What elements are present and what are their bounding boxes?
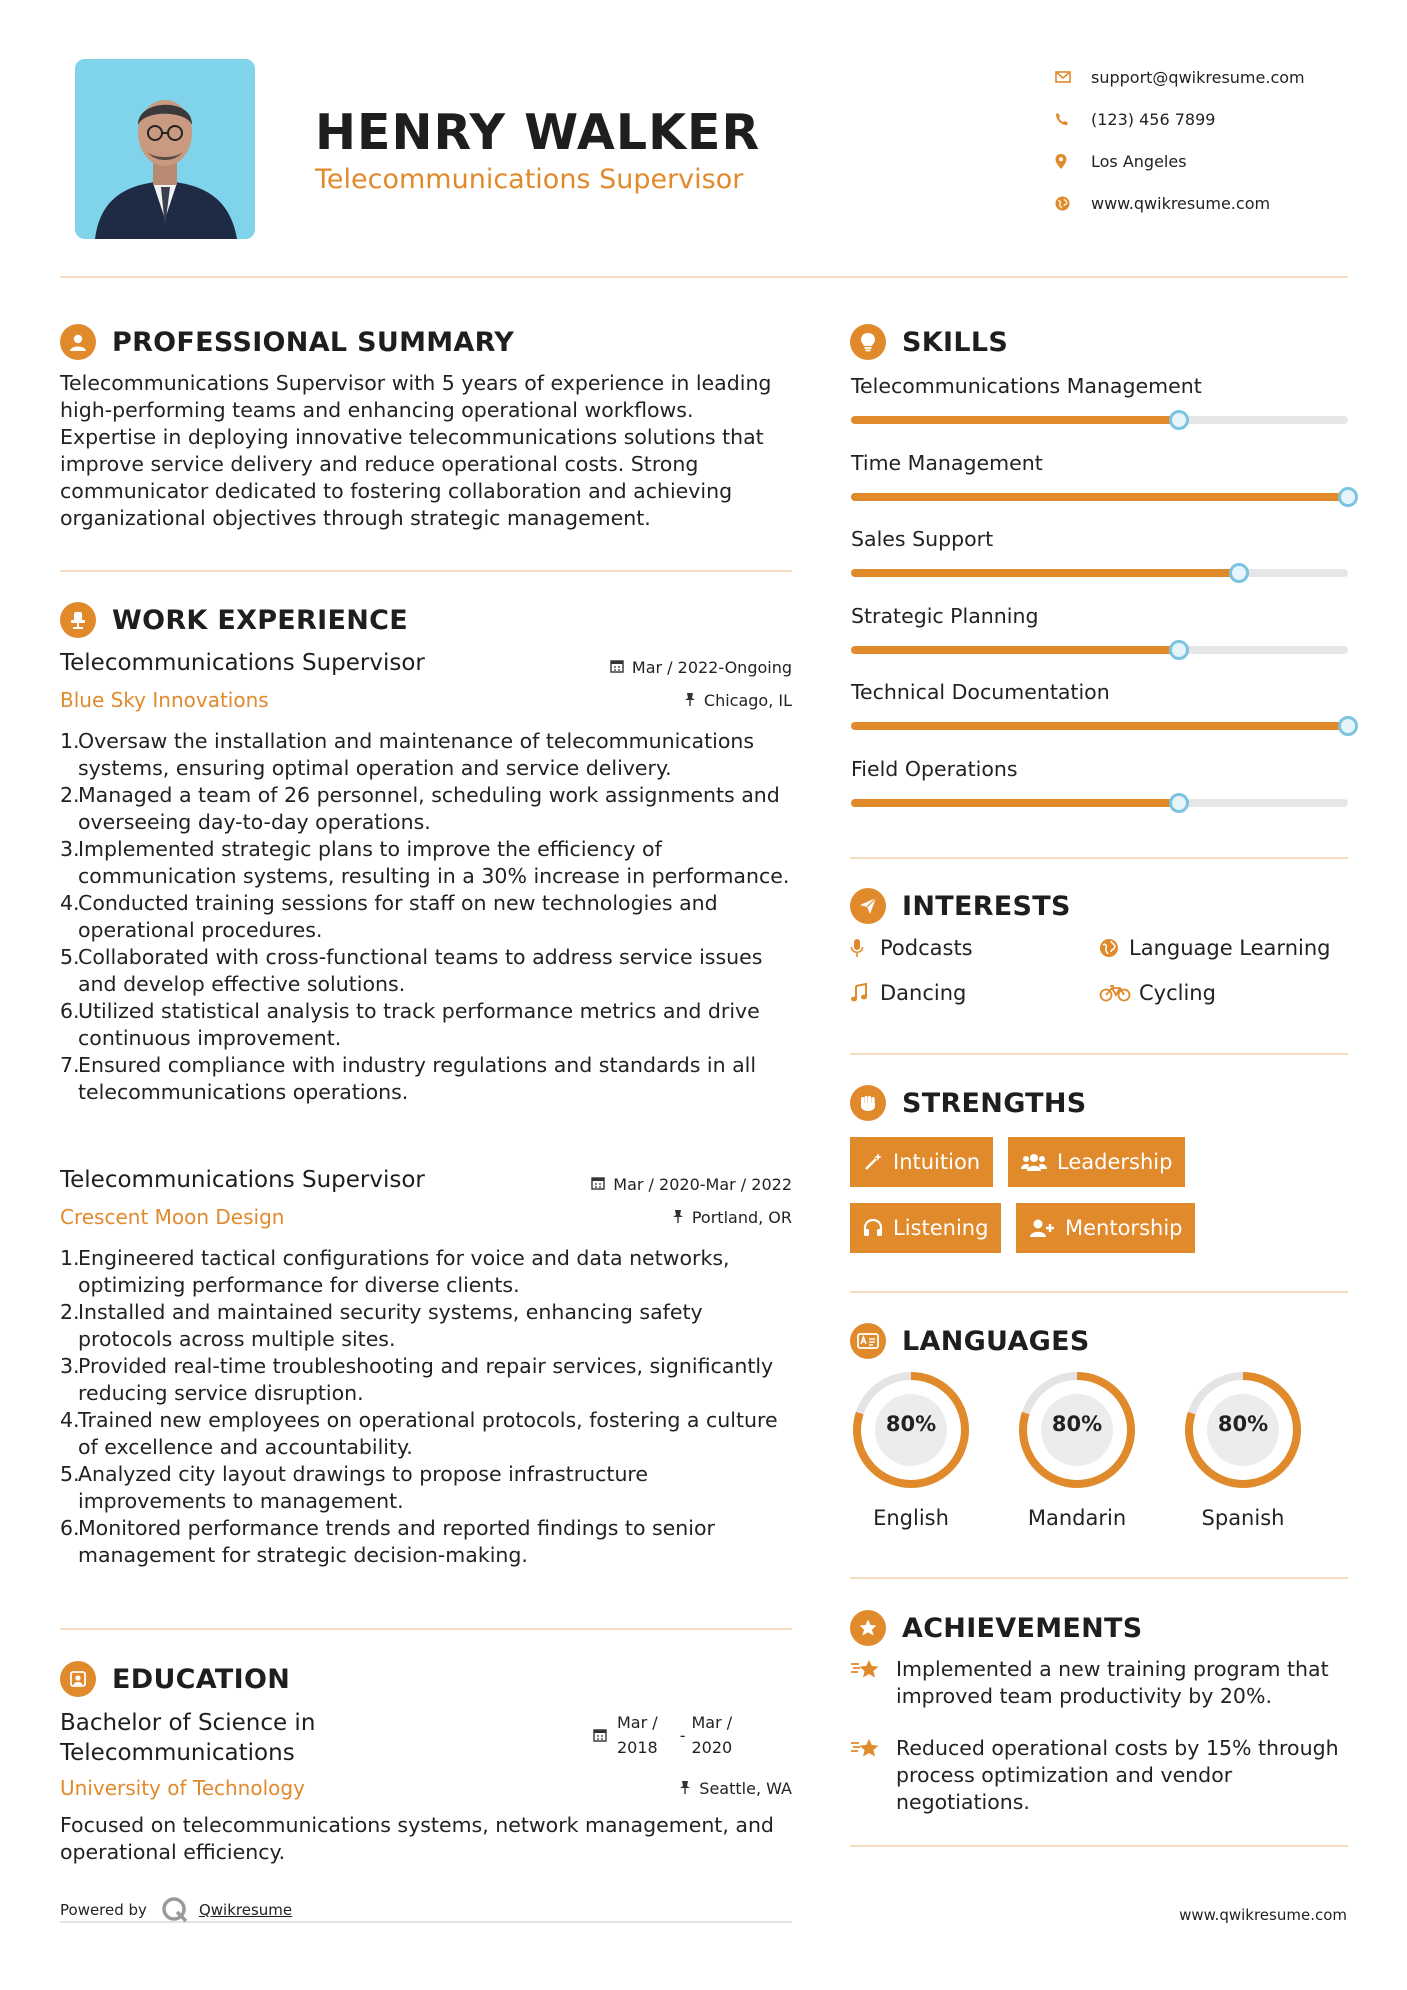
job-duties	[60, 728, 795, 1106]
company-name: Crescent Moon Design	[60, 1205, 285, 1229]
list-item: 5. Analyzed city layout drawings to propose infrastructure improvements to management.	[60, 1462, 649, 1513]
interest-cycling	[1099, 981, 1216, 1005]
skill-bar-fill	[851, 646, 1179, 654]
contact-email[interactable]	[1055, 56, 1305, 98]
achievement-item	[850, 1656, 1350, 1710]
interest-label: Podcasts	[880, 936, 973, 960]
summary-divider	[60, 570, 792, 572]
contact-website-text: www.qwikresume.com	[1091, 193, 1271, 213]
education-dates	[593, 1710, 732, 1760]
education-title: EDUCATION	[112, 1663, 291, 1695]
skill-slider-knob	[1338, 487, 1358, 507]
star-icon	[850, 1656, 896, 1710]
interests-title: INTERESTS	[902, 890, 1071, 922]
education-start-year: 2018	[617, 1738, 658, 1757]
strength-label: Mentorship	[1065, 1216, 1183, 1240]
job-dates	[500, 658, 792, 677]
candidate-role: Telecommunications Supervisor	[315, 164, 744, 195]
interests-divider	[850, 1053, 1348, 1055]
skill-bar	[851, 416, 1348, 424]
contact-phone-text: (123) 456 7899	[1091, 109, 1216, 129]
contact-location	[1055, 140, 1305, 182]
degree-title	[60, 1708, 315, 1768]
calendar-icon	[610, 659, 624, 677]
strengths-title: STRENGTHS	[902, 1087, 1087, 1119]
job-dates-text: Mar / 2020-Mar / 2022	[613, 1175, 792, 1194]
powered-by-label: Powered by	[60, 1901, 147, 1919]
star-badge-icon	[850, 1610, 886, 1646]
job-dates-text: Mar / 2022-Ongoing	[631, 658, 792, 677]
language-item	[849, 1368, 973, 1530]
list-item: 3. Implemented strategic plans to improve the efficiency of communication systems, resulting in a 30% increase in performance.	[60, 837, 790, 888]
skill-bar-fill	[851, 416, 1179, 424]
footer-website[interactable]: www.qwikresume.com	[1179, 1906, 1347, 1924]
experience-heading	[60, 602, 408, 638]
list-item: 4. Conducted training sessions for staff on new technologies and operational procedures.	[60, 891, 718, 942]
skill-label: Sales Support	[851, 527, 994, 551]
job-location	[500, 1208, 792, 1227]
map-pin-icon	[1055, 154, 1091, 169]
skill-bar	[851, 799, 1348, 807]
date-separator: -	[679, 1725, 686, 1745]
job-duties	[60, 1245, 795, 1569]
education-end-month: Mar /	[691, 1713, 733, 1732]
summary-title: PROFESSIONAL SUMMARY	[112, 326, 515, 358]
education-start	[617, 1710, 658, 1760]
globe-icon	[1099, 938, 1129, 958]
summary-text: Telecommunications Supervisor with 5 years of experience in leading high-performing teams and enhancing operational workflows. Expertise in deploying innovative telecommunications solutions that improve service delivery and reduce operational costs. Strong communicator dedicated to fostering collaboration and achieving organizational objectives through strategic management.	[60, 371, 772, 530]
interest-label: Dancing	[880, 981, 967, 1005]
list-item: 1. Oversaw the installation and maintenance of telecommunications systems, ensuring optimal operation and service delivery.	[60, 729, 755, 780]
headphones-icon	[863, 1218, 883, 1238]
achievement-item	[850, 1735, 1350, 1816]
skill-slider-knob	[1229, 563, 1249, 583]
skill-label: Telecommunications Management	[851, 374, 1202, 398]
chair-icon	[60, 602, 96, 638]
envelope-icon	[1055, 71, 1091, 83]
strength-label: Listening	[893, 1216, 989, 1240]
education-start-month: Mar /	[617, 1713, 658, 1732]
language-percent: 80%	[1217, 1412, 1269, 1436]
achievements-divider	[850, 1845, 1348, 1847]
language-percent: 80%	[1051, 1412, 1103, 1436]
music-note-icon	[850, 983, 880, 1003]
list-item: 6. Utilized statistical analysis to track performance metrics and drive continuous improvement.	[60, 999, 760, 1050]
languages-divider	[850, 1577, 1348, 1579]
achievements-heading	[850, 1610, 1143, 1646]
graduate-icon	[60, 1661, 96, 1697]
contact-email-text: support@qwikresume.com	[1091, 67, 1305, 87]
header-divider	[60, 276, 1348, 278]
skill-bar	[851, 722, 1348, 730]
list-item: 6. Monitored performance trends and reported findings to senior management for strategic decision-making.	[60, 1516, 715, 1567]
interest-label: Language Learning	[1129, 936, 1331, 960]
languages-heading	[850, 1323, 1090, 1359]
skill-label: Field Operations	[851, 756, 1018, 781]
skills-divider	[850, 857, 1348, 859]
contact-phone[interactable]	[1055, 98, 1305, 140]
profile-photo	[75, 59, 255, 239]
skill-slider-knob	[1169, 410, 1189, 430]
interest-language-learning	[1099, 936, 1330, 960]
calendar-icon	[591, 1176, 605, 1194]
contact-list	[1055, 56, 1305, 224]
list-item: 4. Trained new employees on operational protocols, fostering a culture of excellence and accountability.	[60, 1408, 778, 1459]
education-description: Focused on telecommunications systems, network management, and operational efficiency.	[60, 1813, 774, 1864]
globe-icon	[1055, 196, 1091, 211]
microphone-icon	[850, 938, 880, 958]
skill-bar	[851, 569, 1348, 577]
education-end-year: 2020	[691, 1738, 733, 1757]
bicycle-icon	[1099, 984, 1139, 1002]
skill-bar-fill	[851, 493, 1348, 501]
job-location-text: Portland, OR	[691, 1208, 792, 1227]
achievements-title: ACHIEVEMENTS	[902, 1612, 1143, 1644]
skill-label: Time Management	[851, 450, 1043, 475]
skill-slider-knob	[1169, 793, 1189, 813]
qwikresume-logo-icon	[161, 1896, 189, 1924]
interests-heading	[850, 888, 1071, 924]
achievement-text: Implemented a new training program that improved team productivity by 20%.	[896, 1657, 1329, 1708]
skill-label: Strategic Planning	[851, 603, 1039, 628]
strength-label: Intuition	[893, 1150, 981, 1174]
experience-divider	[60, 1628, 792, 1630]
list-item: 3. Provided real-time troubleshooting and repair services, significantly reducing service disruption.	[60, 1354, 774, 1405]
skill-slider-knob	[1169, 640, 1189, 660]
strengths-divider	[850, 1291, 1348, 1293]
skill-bar	[851, 646, 1348, 654]
language-name: English	[873, 1506, 949, 1530]
paper-plane-icon	[850, 888, 886, 924]
strength-chip-mentorship	[1016, 1203, 1195, 1253]
job-title: Telecommunications Supervisor	[60, 1167, 425, 1193]
language-name: Spanish	[1201, 1506, 1285, 1530]
strength-chip-leadership	[1008, 1137, 1185, 1187]
job-title: Telecommunications Supervisor	[60, 650, 425, 676]
school-name: University of Technology	[60, 1776, 305, 1800]
fist-icon	[850, 1085, 886, 1121]
list-item: 2. Managed a team of 26 personnel, scheduling work assignments and overseeing day-to-day operations.	[60, 783, 780, 834]
education-location	[500, 1779, 792, 1798]
skill-bar-fill	[851, 799, 1179, 807]
interest-label: Cycling	[1139, 981, 1216, 1005]
experience-title: WORK EXPERIENCE	[112, 604, 408, 636]
calendar-icon	[593, 1728, 607, 1742]
job-location-text: Chicago, IL	[703, 691, 792, 710]
job-dates	[500, 1175, 792, 1194]
list-item: 1. Engineered tactical configurations for voice and data networks, optimizing performance for diverse clients.	[60, 1246, 730, 1297]
pushpin-icon	[684, 692, 696, 710]
skills-heading	[850, 324, 1008, 360]
skill-bar-fill	[851, 569, 1239, 577]
interest-podcasts	[850, 936, 973, 960]
list-item: 7. Ensured compliance with industry regulations and standards in all telecommunications operations.	[60, 1053, 757, 1104]
user-plus-icon	[1029, 1218, 1055, 1238]
summary-heading	[60, 324, 514, 360]
lightbulb-icon	[850, 324, 886, 360]
strength-chip-listening	[850, 1203, 1001, 1253]
footer-powered-by	[60, 1896, 292, 1924]
star-icon	[850, 1735, 896, 1816]
strength-chip-intuition	[850, 1137, 993, 1187]
degree-line-1: Bachelor of Science in	[60, 1710, 316, 1736]
language-percent: 80%	[885, 1412, 937, 1436]
achievement-text: Reduced operational costs by 15% through process optimization and vendor negotiations.	[896, 1736, 1339, 1814]
language-name: Mandarin	[1027, 1506, 1127, 1530]
contact-location-text: Los Angeles	[1091, 151, 1187, 171]
language-item	[1015, 1368, 1139, 1530]
education-end	[692, 1710, 733, 1760]
job-location	[500, 691, 792, 710]
languages-title: LANGUAGES	[902, 1325, 1090, 1357]
magic-wand-icon	[863, 1152, 883, 1172]
phone-icon	[1055, 112, 1091, 126]
strength-label: Leadership	[1057, 1150, 1173, 1174]
brand-link[interactable]: Qwikresume	[198, 1901, 293, 1919]
users-icon	[1021, 1152, 1047, 1172]
skill-bar-fill	[851, 722, 1348, 730]
company-name: Blue Sky Innovations	[60, 688, 269, 712]
user-icon	[60, 324, 96, 360]
pushpin-icon	[672, 1209, 684, 1227]
candidate-name: HENRY WALKER	[315, 104, 761, 161]
strengths-heading	[850, 1085, 1087, 1121]
language-card-icon	[850, 1323, 886, 1359]
education-heading	[60, 1661, 290, 1697]
profile-photo-illustration	[75, 59, 255, 239]
list-item: 5. Collaborated with cross-functional teams to address service issues and develop effective solutions.	[60, 945, 763, 996]
skill-bar	[851, 493, 1348, 501]
list-item: 2. Installed and maintained security systems, enhancing safety protocols across multiple sites.	[60, 1300, 703, 1351]
skill-label: Technical Documentation	[851, 680, 1110, 704]
contact-website[interactable]	[1055, 182, 1305, 224]
skills-title: SKILLS	[902, 326, 1009, 358]
language-item	[1181, 1368, 1305, 1530]
education-location-text: Seattle, WA	[699, 1779, 792, 1798]
interest-dancing	[850, 981, 966, 1005]
skill-slider-knob	[1338, 716, 1358, 736]
degree-line-2: Telecommunications	[60, 1740, 295, 1766]
pushpin-icon	[679, 1780, 691, 1798]
